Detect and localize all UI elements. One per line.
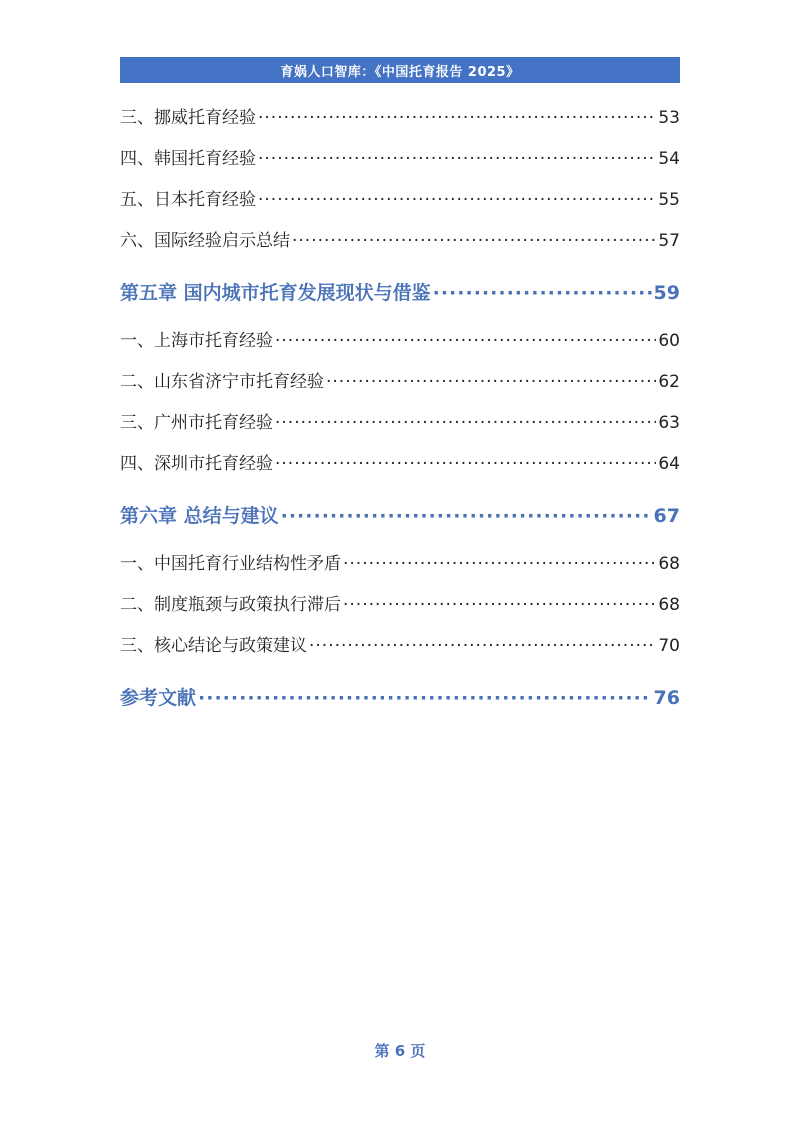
toc-row[interactable]	[120, 139, 680, 180]
toc-entry-title: 二、山东省济宁市托育经验	[120, 372, 324, 392]
toc-row[interactable]	[120, 180, 680, 221]
toc-dot-leader	[343, 544, 656, 585]
toc-page-number: 67	[653, 505, 680, 527]
toc-entry-title: 二、制度瓶颈与政策执行滞后	[120, 595, 341, 615]
toc-dot-leader	[281, 492, 652, 540]
toc-row[interactable]	[120, 403, 680, 444]
toc-dot-leader	[275, 321, 656, 362]
toc-page-number: 60	[658, 331, 680, 351]
page-header-title: 育娲人口智库：《中国托育报告 2025》	[280, 64, 520, 80]
toc-page-number: 57	[658, 231, 680, 251]
toc-dot-leader	[275, 444, 656, 485]
toc-dot-leader	[343, 585, 656, 626]
toc-row[interactable]	[120, 544, 680, 585]
toc-row[interactable]	[120, 626, 680, 667]
toc-row[interactable]	[120, 321, 680, 362]
toc-page-number: 70	[658, 636, 680, 656]
toc-dot-leader	[326, 362, 656, 403]
toc-page-number: 63	[658, 413, 680, 433]
toc-chapter-row[interactable]	[120, 269, 680, 317]
toc-entry-title: 六、国际经验启示总结	[120, 231, 290, 251]
toc-dot-leader	[198, 674, 652, 722]
toc-chapter-row[interactable]	[120, 674, 680, 722]
toc-entry-title: 一、中国托育行业结构性矛盾	[120, 554, 341, 574]
toc-dot-leader	[258, 98, 656, 139]
page-header-bar	[120, 57, 680, 83]
toc-page-number: 64	[658, 454, 680, 474]
page-footer-number: 第 6 页	[374, 1042, 426, 1060]
toc-entry-title: 三、广州市托育经验	[120, 413, 273, 433]
toc-row[interactable]	[120, 98, 680, 139]
toc-entry-title: 四、深圳市托育经验	[120, 454, 273, 474]
table-of-contents	[120, 98, 680, 726]
toc-row[interactable]	[120, 585, 680, 626]
toc-chapter-row[interactable]	[120, 492, 680, 540]
toc-chapter-title: 第五章 国内城市托育发展现状与借鉴	[120, 282, 431, 304]
toc-chapter-title: 参考文献	[120, 687, 197, 709]
toc-row[interactable]	[120, 444, 680, 485]
toc-dot-leader	[258, 180, 656, 221]
toc-page-number: 54	[658, 149, 680, 169]
toc-dot-leader	[275, 403, 656, 444]
toc-chapter-title: 第六章 总结与建议	[120, 505, 279, 527]
toc-page-number: 59	[653, 282, 680, 304]
toc-dot-leader	[292, 221, 656, 262]
toc-entry-title: 五、日本托育经验	[120, 190, 256, 210]
toc-page-number: 55	[658, 190, 680, 210]
toc-dot-leader	[309, 626, 656, 667]
toc-page-number: 53	[658, 108, 680, 128]
toc-page-number: 68	[658, 554, 680, 574]
toc-page-number: 76	[653, 687, 680, 709]
toc-entry-title: 三、挪威托育经验	[120, 108, 256, 128]
toc-entry-title: 四、韩国托育经验	[120, 149, 256, 169]
toc-entry-title: 三、核心结论与政策建议	[120, 636, 307, 656]
toc-page-number: 68	[658, 595, 680, 615]
toc-row[interactable]	[120, 221, 680, 262]
toc-page-number: 62	[658, 372, 680, 392]
toc-row[interactable]	[120, 362, 680, 403]
toc-entry-title: 一、上海市托育经验	[120, 331, 273, 351]
toc-dot-leader	[433, 269, 652, 317]
toc-dot-leader	[258, 139, 656, 180]
